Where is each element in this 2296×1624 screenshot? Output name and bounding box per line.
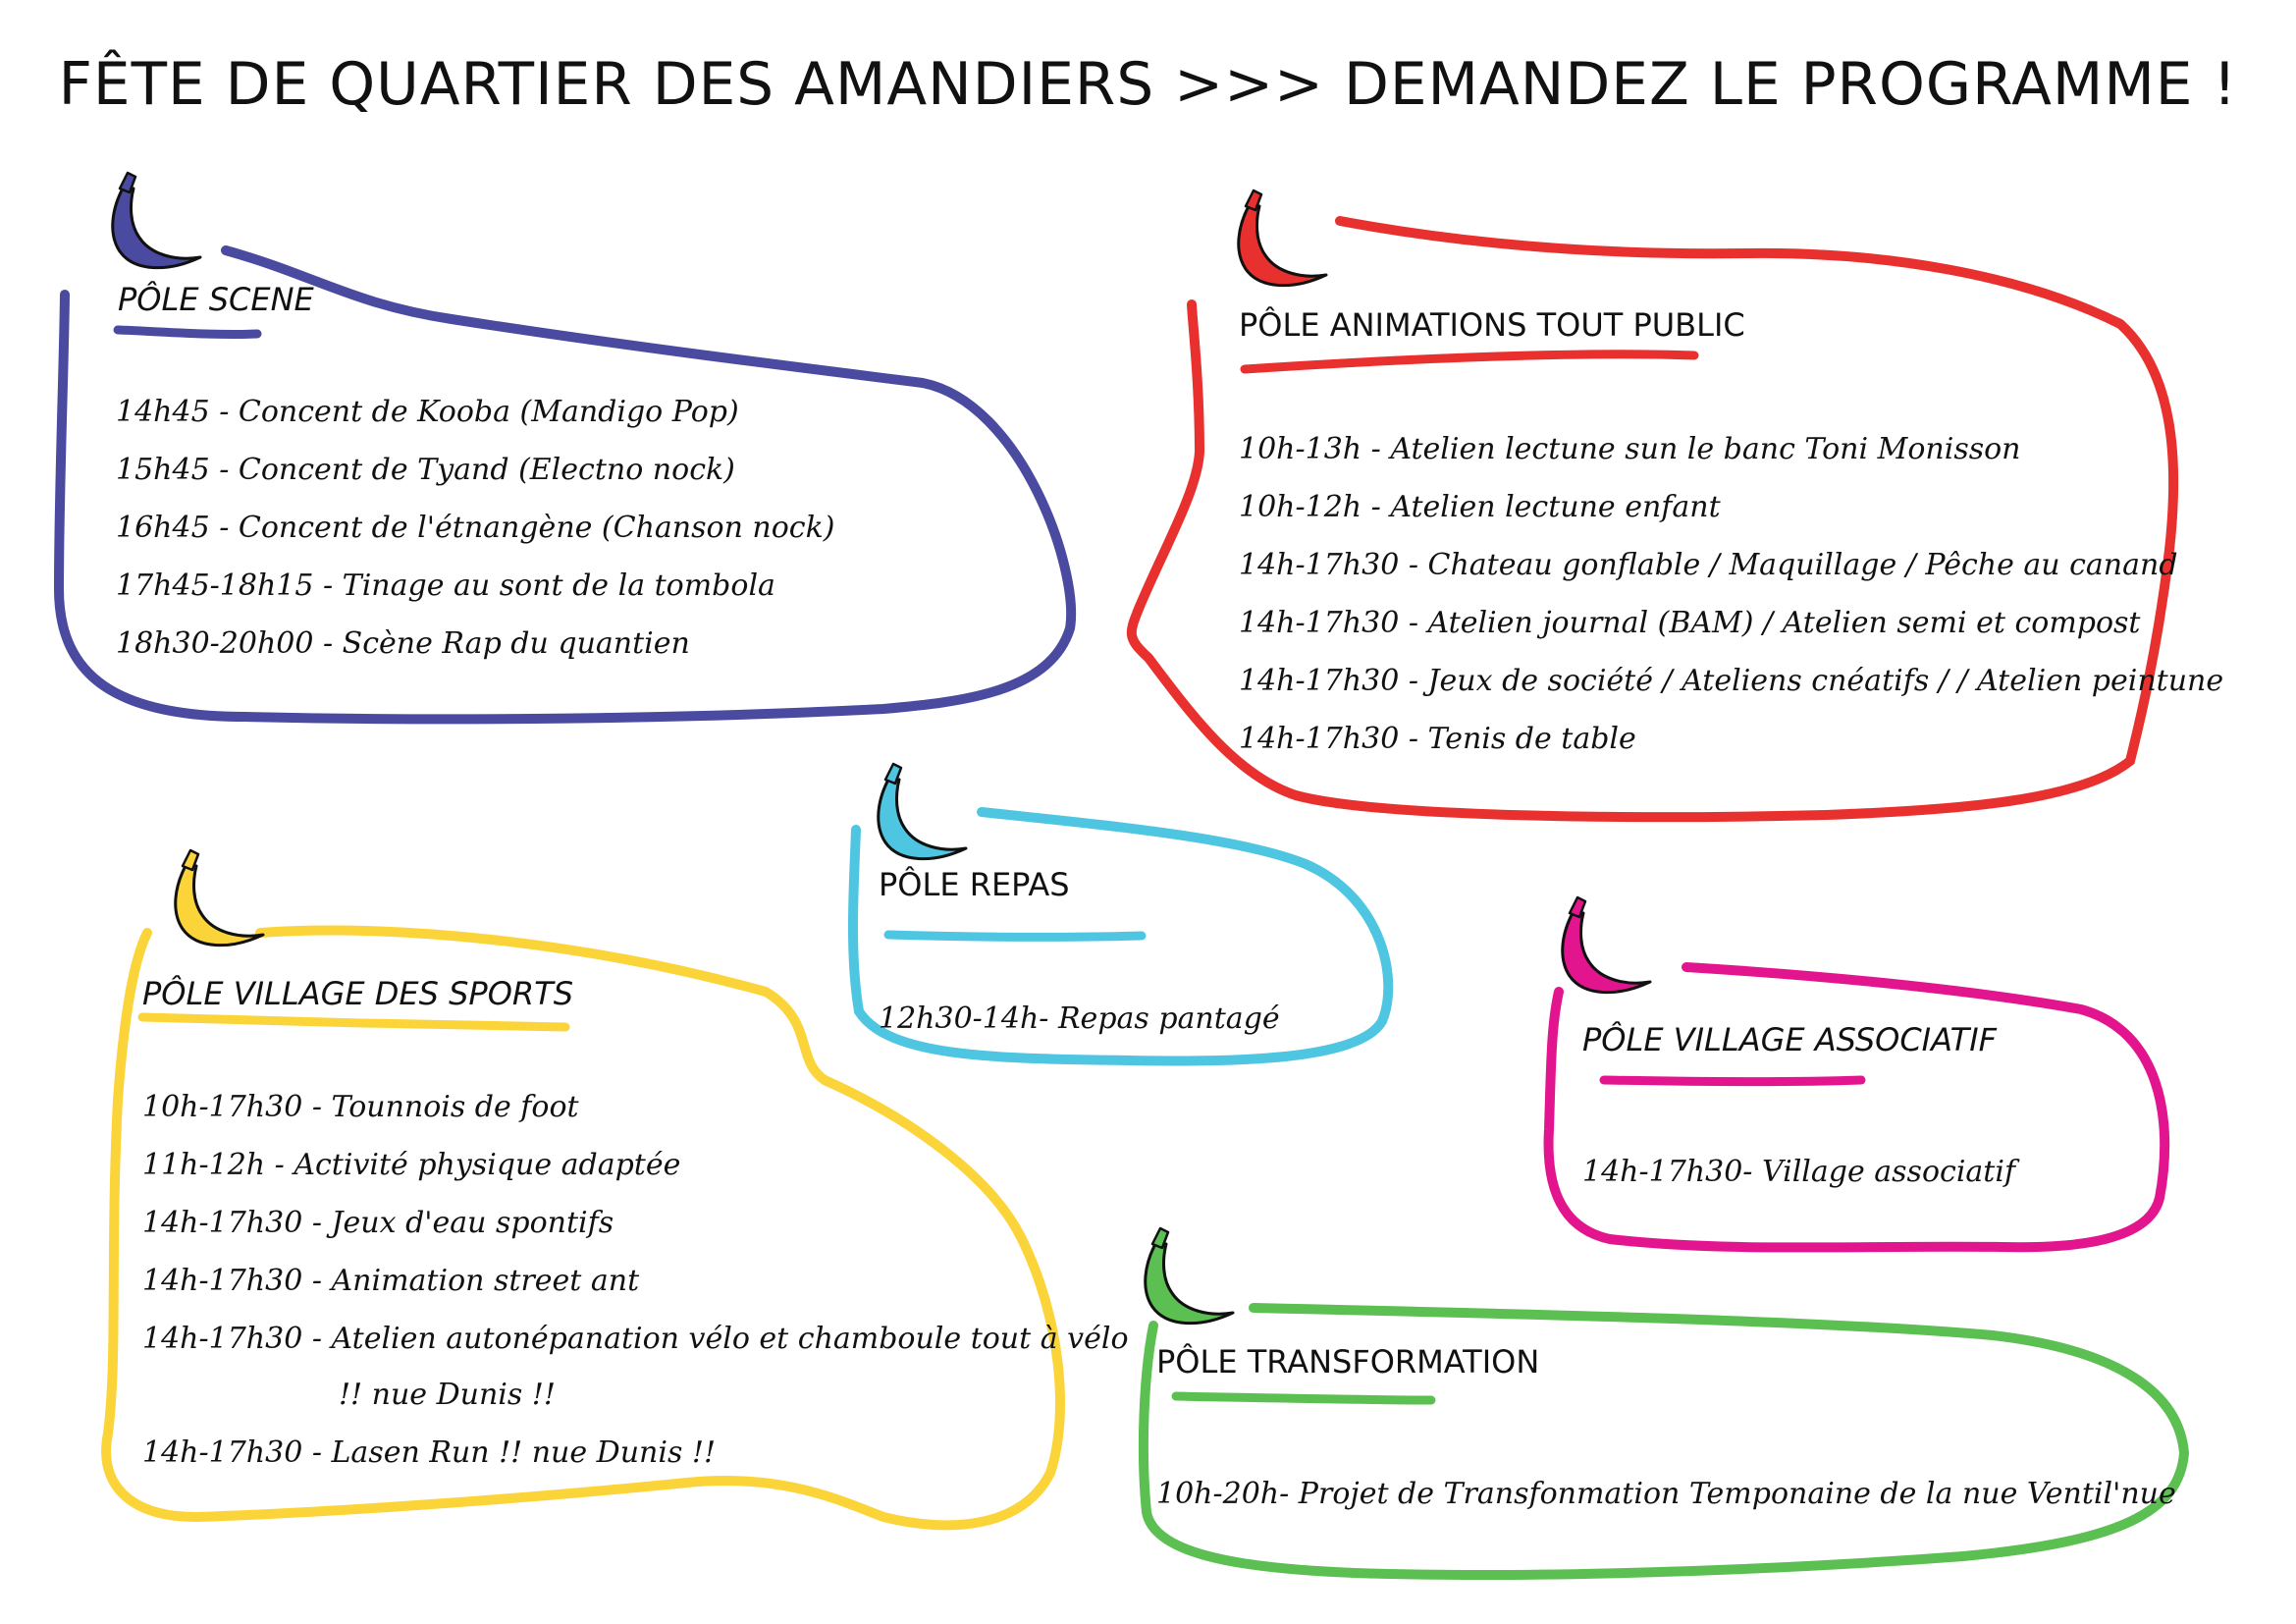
transformation-title-underline [1176,1396,1431,1400]
sports-title-underline [142,1017,565,1027]
list-item: 14h-17h30 - Jeux d'eau spontifs [142,1206,614,1240]
list-item: 14h-17h30 - Tenis de table [1239,722,1636,756]
list-item: 10h-13h - Atelien lectune sun le banc Toni Monisson [1239,432,2021,466]
pole-associatif-list [1582,1155,2015,1189]
list-item: 15h45 - Concent de Tyand (Electno nock) [116,453,735,487]
pole-repas-title: PÔLE REPAS [879,866,1070,903]
list-item: 10h-20h- Projet de Transfonmation Temponaine de la nue Ventil'nue [1156,1477,2176,1511]
list-item: 14h-17h30 - Atelien journal (BAM) / Atelien semi et compost [1239,606,2141,640]
pole-transformation-title: PÔLE TRANSFORMATION [1156,1343,1540,1380]
list-item: 16h45 - Concent de l'étnangène (Chanson nock) [116,511,835,545]
list-item: 14h-17h30 - Atelien autonépanation vélo et chamboule tout à vélo [142,1322,1129,1356]
list-item: 18h30-20h00 - Scène Rap du quantien [116,626,690,661]
pole-transformation-list [1156,1477,2176,1511]
list-item: 14h45 - Concent de Kooba (Mandigo Pop) [116,395,739,429]
list-item: 14h-17h30 - Lasen Run !! nue Dunis !! [142,1435,717,1470]
list-item: 14h-17h30 - Jeux de société / Ateliens cnéatifs / / Atelien peintune [1239,664,2224,698]
pole-associatif-title: PÔLE VILLAGE ASSOCIATIF [1582,1021,1998,1058]
list-item: !! nue Dunis !! [339,1378,556,1412]
scene-title-underline [118,330,257,335]
banana-icon-scene [113,173,200,268]
banana-icon-animations [1239,190,1326,286]
pole-scene-title: PÔLE SCENE [118,281,314,318]
list-item: 12h30-14h- Repas pantagé [879,1001,1280,1036]
list-item: 14h-17h30 - Chateau gonflable / Maquillage / Pêche au canand [1239,548,2178,582]
pole-animations-list [1239,432,2223,780]
banana-icon-associatif [1563,897,1650,993]
associatif-title-underline [1604,1080,1861,1082]
banana-icon-transformation [1146,1228,1233,1324]
list-item: 10h-12h - Atelien lectune enfant [1239,490,1721,524]
banana-icon-repas [879,764,966,859]
pole-sports-list [142,1090,1129,1493]
animations-title-underline [1245,354,1694,369]
list-item: 10h-17h30 - Tounnois de foot [142,1090,579,1124]
pole-animations-title: PÔLE ANIMATIONS TOUT PUBLIC [1239,306,1745,344]
pole-scene-list [116,395,835,684]
banana-icon-sports [176,850,263,946]
list-item: 17h45-18h15 - Tinage au sont de la tombola [116,568,775,603]
list-item: 14h-17h30- Village associatif [1582,1155,2016,1189]
pole-sports-title: PÔLE VILLAGE DES SPORTS [142,975,573,1012]
repas-title-underline [888,935,1142,937]
list-item: 14h-17h30 - Animation street ant [142,1264,640,1298]
associatif-blob [1549,967,2165,1248]
pole-repas-list [879,1001,1280,1036]
page-title: FÊTE DE QUARTIER DES AMANDIERS >>> DEMANDEZ LE PROGRAMME ! [58,51,2238,119]
list-item: 11h-12h - Activité physique adaptée [142,1148,681,1182]
